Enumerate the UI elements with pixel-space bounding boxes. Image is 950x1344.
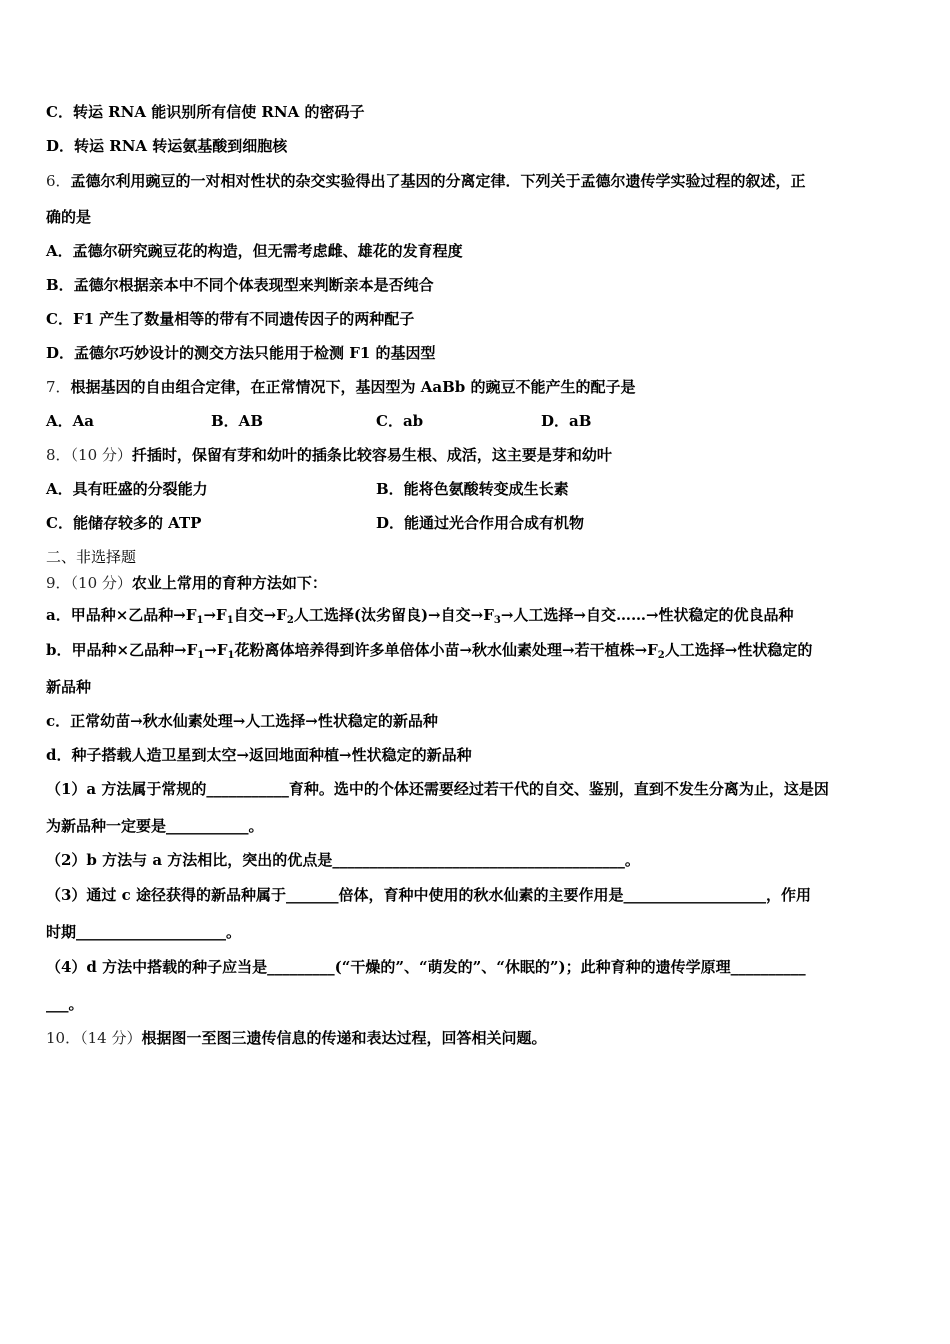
method-b-part: 花粉离体培养得到许多单倍体小苗→秋水仙素处理→若干植株→F [234,641,658,659]
method-b-part: b．甲品种×乙品种→F [46,641,198,659]
q10-number: 10．（14 分） [46,1029,142,1047]
subscript: 2 [286,615,294,626]
q9-stem [46,573,910,593]
q8-option-b: B．能将色氨酸转变成生长素 [376,480,569,498]
q9-method-c: c．正常幼苗→秋水仙素处理→人工选择→性状稳定的新品种 [46,712,438,730]
q5-option-c: C．转运 RNA 能识别所有信使 RNA 的密码子 [46,103,365,121]
q6-option-c: C．F1 产生了数量相等的带有不同遗传因子的两种配子 [46,310,415,328]
q8-option-a: A．具有旺盛的分裂能力 [46,480,208,498]
subscript: 1 [226,615,234,626]
subscript: 3 [493,615,501,626]
q7-stem [46,377,910,397]
q9-sub3-line2: 时期____________________。 [46,923,242,941]
subscript: 1 [196,615,204,626]
q8-stem-text: 扦插时，保留有芽和幼叶的插条比较容易生根、成活，这主要是芽和幼叶 [131,446,612,464]
q10-stem [46,1028,910,1048]
q9-method-d: d．种子搭载人造卫星到太空→返回地面种植→性状稳定的新品种 [46,746,472,764]
q5-option-d: D．转运 RNA 转运氨基酸到细胞核 [46,137,288,155]
q6-option-d: D．孟德尔巧妙设计的测交方法只能用于检测 F1 的基因型 [46,344,436,362]
section-heading: 二、非选择题 [46,548,137,566]
method-b-part: 人工选择→性状稳定的 [664,641,813,659]
method-b-part: →F [204,641,228,659]
method-a-part: →F [203,606,227,624]
q9-number: 9．（10 分） [46,574,132,592]
q7-number: 7． [46,378,71,396]
q9-sub1-line2: 为新品种一定要是___________。 [46,817,264,835]
q9-method-b [46,640,910,666]
q8-option-c: C．能储存较多的 ATP [46,514,202,532]
subscript: 2 [657,650,665,661]
q6-option-b: B．孟德尔根据亲本中不同个体表现型来判断亲本是否纯合 [46,276,434,294]
q9-sub4-line1: （4）d 方法中搭载的种子应当是_________(“干燥的”、“萌发的”、“休眠的”)；此种育种的遗传学原理__________ [46,958,806,976]
q7-stem-text: 根据基因的自由组合定律，在正常情况下，基因型为 AaBb 的豌豆不能产生的配子是 [70,378,636,396]
q7-option-b: B．AB [211,412,263,430]
method-a-part: 人工选择(汰劣留良)→自交→F [293,606,494,624]
q9-sub3-line1: （3）通过 c 途径获得的新品种属于_______倍体，育种中使用的秋水仙素的主要作用是___________________，作用 [46,886,812,904]
q10-stem-text: 根据图一至图三遗传信息的传递和表达过程，回答相关问题。 [141,1029,547,1047]
q9-sub4-line2: ___。 [46,995,84,1013]
q6-stem-line1 [46,171,910,191]
q7-option-c: C．ab [376,412,424,430]
method-a-part: 自交→F [233,606,287,624]
method-a-part: →人工选择→自交……→性状稳定的优良品种 [500,606,794,624]
method-a-part: a．甲品种×乙品种→F [46,606,197,624]
q6-number: 6． [46,172,71,190]
q9-stem-text: 农业上常用的育种方法如下： [131,574,327,592]
subscript: 1 [227,650,235,661]
q7-option-d: D．aB [541,412,592,430]
q8-option-d: D．能通过光合作用合成有机物 [376,514,585,532]
q7-option-a: A．Aa [46,412,94,430]
q9-sub1-line1: （1）a 方法属于常规的___________育种。选中的个体还需要经过若干代的自交、鉴别，直到不发生分离为止，这是因 [46,780,829,798]
q8-stem [46,445,910,465]
q9-method-b-cont: 新品种 [46,678,92,696]
q9-sub2: （2）b 方法与 a 方法相比，突出的优点是_______________________________________。 [46,851,640,869]
q6-option-a: A．孟德尔研究豌豆花的构造，但无需考虑雌、雄花的发育程度 [46,242,463,260]
subscript: 1 [197,650,205,661]
q9-method-a [46,605,910,631]
q8-number: 8．（10 分） [46,446,132,464]
q6-stem-text: 孟德尔利用豌豆的一对相对性状的杂交实验得出了基因的分离定律．下列关于孟德尔遗传学实验过程的叙述，正 [70,172,806,190]
q6-stem-line2: 确的是 [46,208,92,226]
